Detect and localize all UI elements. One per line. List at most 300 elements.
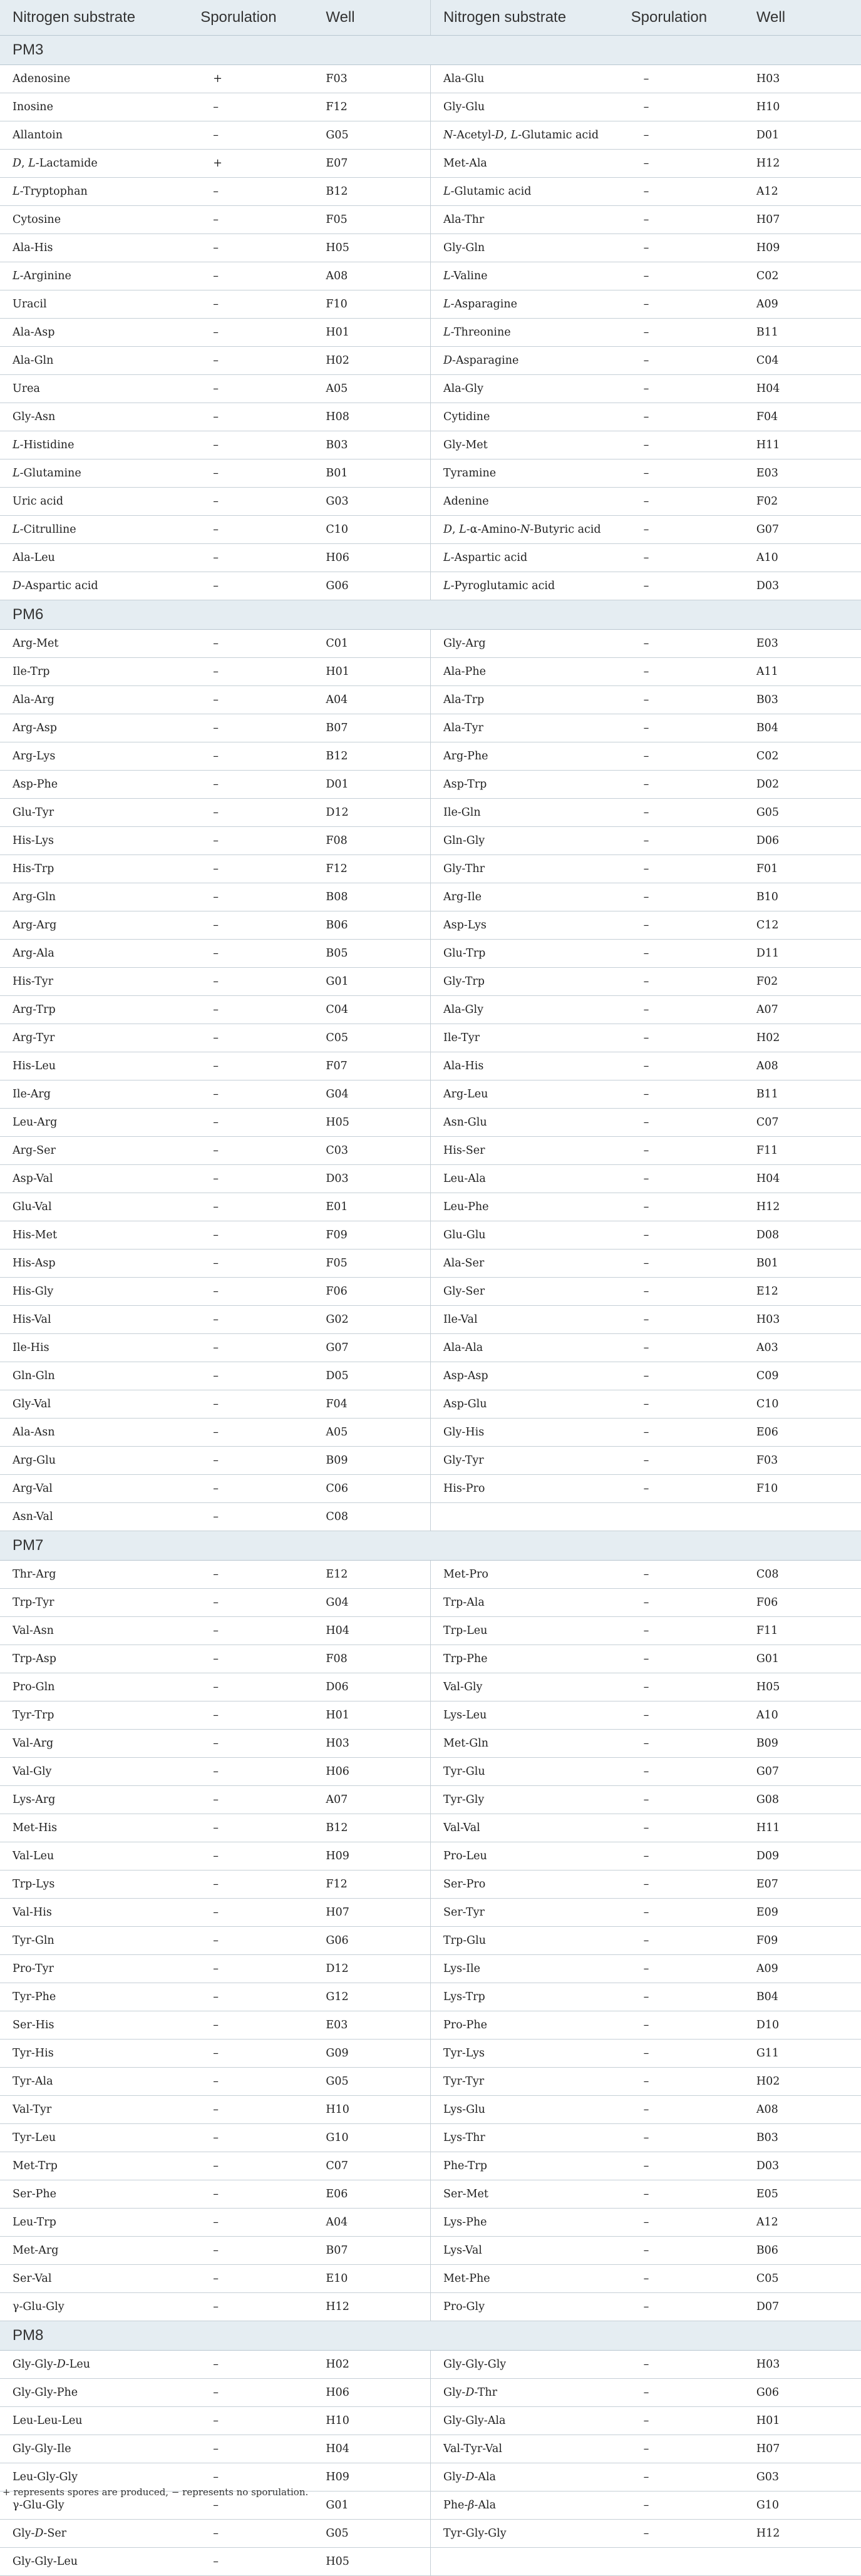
substrate-cell: Ala-Trp	[430, 686, 618, 714]
sporulation-cell: –	[188, 459, 313, 488]
well-cell: H01	[313, 319, 430, 347]
well-cell: C04	[313, 996, 430, 1024]
substrate-cell: Gly-Gly-D-Leu	[0, 2351, 188, 2379]
substrate-cell: L-Glutamic acid	[430, 178, 618, 206]
well-cell: E10	[313, 2265, 430, 2293]
well-cell: H01	[313, 658, 430, 686]
substrate-cell: Gly-Trp	[430, 968, 618, 996]
sporulation-cell: –	[619, 516, 744, 544]
substrate-cell: L-Tryptophan	[0, 178, 188, 206]
well-cell: F09	[744, 1927, 861, 1955]
sporulation-cell: –	[188, 2351, 313, 2379]
well-cell: H03	[744, 65, 861, 93]
sporulation-cell: –	[188, 121, 313, 150]
sporulation-cell: –	[188, 1701, 313, 1730]
well-cell: G04	[313, 1589, 430, 1617]
substrate-cell: His-Met	[0, 1221, 188, 1250]
well-cell: B11	[744, 319, 861, 347]
sporulation-cell: –	[619, 1362, 744, 1390]
table-row	[0, 1362, 861, 1390]
well-cell: C10	[313, 516, 430, 544]
substrate-cell: Ala-His	[0, 234, 188, 262]
substrate-cell: Arg-Leu	[430, 1080, 618, 1109]
substrate-cell: Gly-Gly-Phe	[0, 2379, 188, 2407]
substrate-cell: Trp-Glu	[430, 1927, 618, 1955]
well-cell: H11	[744, 1814, 861, 1842]
well-cell: H03	[313, 1730, 430, 1758]
substrate-cell: Ala-Thr	[430, 206, 618, 234]
table-row	[0, 2351, 861, 2379]
well-cell: F06	[313, 1278, 430, 1306]
sporulation-cell: –	[188, 1250, 313, 1278]
substrate-cell: Val-Asn	[0, 1617, 188, 1645]
sporulation-cell: –	[619, 1561, 744, 1589]
sporulation-cell: –	[188, 431, 313, 459]
sporulation-cell: –	[619, 1109, 744, 1137]
substrate-cell: Gly-Asn	[0, 403, 188, 431]
substrate-cell: Lys-Trp	[430, 1983, 618, 2011]
well-cell: B06	[744, 2237, 861, 2265]
table-row	[0, 1221, 861, 1250]
sporulation-cell: –	[619, 1673, 744, 1701]
substrate-cell: Arg-Ala	[0, 940, 188, 968]
well-cell: B03	[744, 686, 861, 714]
substrate-cell: Cytosine	[0, 206, 188, 234]
substrate-cell: Arg-Ser	[0, 1137, 188, 1165]
table-row	[0, 714, 861, 742]
substrate-cell: Gly-Val	[0, 1390, 188, 1419]
substrate-cell: Thr-Arg	[0, 1561, 188, 1589]
sporulation-cell: –	[619, 1589, 744, 1617]
sporulation-cell: –	[188, 940, 313, 968]
sporulation-cell: –	[188, 2293, 313, 2321]
sporulation-cell: –	[188, 2124, 313, 2152]
sporulation-cell: –	[619, 996, 744, 1024]
substrate-cell: Pro-Gln	[0, 1673, 188, 1701]
substrate-cell: Ala-Glu	[430, 65, 618, 93]
sporulation-cell: –	[619, 1955, 744, 1983]
well-cell: A07	[313, 1786, 430, 1814]
well-cell: B01	[313, 459, 430, 488]
well-cell: A10	[744, 544, 861, 572]
substrate-cell: L-Asparagine	[430, 290, 618, 319]
substrate-cell: Ala-Gly	[430, 996, 618, 1024]
table-body	[0, 36, 861, 2576]
substrate-cell: L-Histidine	[0, 431, 188, 459]
well-cell: H05	[313, 2548, 430, 2576]
substrate-cell: Ala-Asn	[0, 1419, 188, 1447]
sporulation-cell: –	[188, 2209, 313, 2237]
well-cell: B03	[744, 2124, 861, 2152]
sporulation-cell: –	[619, 431, 744, 459]
well-cell: G01	[744, 1645, 861, 1673]
well-cell: H10	[744, 93, 861, 121]
header-substrate: Nitrogen substrate	[0, 0, 188, 36]
sporulation-cell: –	[188, 1503, 313, 1531]
sporulation-cell: –	[188, 658, 313, 686]
substrate-cell: Trp-Phe	[430, 1645, 618, 1673]
well-cell: H12	[744, 1193, 861, 1221]
substrate-cell: His-Tyr	[0, 968, 188, 996]
header-sporulation: Sporulation	[619, 0, 744, 36]
sporulation-cell: –	[619, 2379, 744, 2407]
substrate-cell: D-Aspartic acid	[0, 572, 188, 600]
sporulation-cell: –	[188, 1278, 313, 1306]
section-row-pm7	[0, 1531, 861, 1561]
table-row	[0, 1447, 861, 1475]
well-cell: H01	[313, 1701, 430, 1730]
substrate-cell: Arg-Asp	[0, 714, 188, 742]
well-cell: E12	[313, 1561, 430, 1589]
substrate-cell: Glu-Glu	[430, 1221, 618, 1250]
sporulation-cell: –	[188, 206, 313, 234]
substrate-cell: Pro-Leu	[430, 1842, 618, 1870]
substrate-cell: Trp-Asp	[0, 1645, 188, 1673]
table-row	[0, 2548, 861, 2576]
sporulation-cell: –	[188, 1983, 313, 2011]
substrate-cell: Ile-Trp	[0, 658, 188, 686]
substrate-cell: Val-His	[0, 1899, 188, 1927]
well-cell: H12	[744, 150, 861, 178]
well-cell: G08	[744, 1786, 861, 1814]
substrate-cell: Tyr-Phe	[0, 1983, 188, 2011]
well-cell: B03	[313, 431, 430, 459]
substrate-cell: Tyr-Leu	[0, 2124, 188, 2152]
sporulation-cell: –	[619, 150, 744, 178]
sporulation-cell: –	[619, 2265, 744, 2293]
sporulation-cell: –	[619, 1137, 744, 1165]
table-row	[0, 1617, 861, 1645]
table-row	[0, 2040, 861, 2068]
sporulation-cell: –	[619, 1193, 744, 1221]
sporulation-cell: –	[619, 459, 744, 488]
well-cell: F02	[744, 968, 861, 996]
table-row	[0, 1645, 861, 1673]
well-cell: B01	[744, 1250, 861, 1278]
substrate-cell: Ser-Phe	[0, 2180, 188, 2209]
well-cell: B12	[313, 178, 430, 206]
header-well: Well	[744, 0, 861, 36]
table-row	[0, 150, 861, 178]
substrate-cell: Ala-Arg	[0, 686, 188, 714]
substrate-cell: Val-Tyr	[0, 2096, 188, 2124]
substrate-cell: Uracil	[0, 290, 188, 319]
well-cell: H09	[313, 2463, 430, 2491]
sporulation-cell: –	[188, 290, 313, 319]
table-row	[0, 686, 861, 714]
sporulation-cell: –	[188, 1390, 313, 1419]
sporulation-cell: –	[188, 968, 313, 996]
well-cell: B12	[313, 1814, 430, 1842]
table-row	[0, 572, 861, 600]
substrate-cell: Met-Trp	[0, 2152, 188, 2180]
well-cell: D01	[313, 771, 430, 799]
sporulation-cell: –	[188, 2463, 313, 2491]
substrate-cell: Gln-Gly	[430, 827, 618, 855]
substrate-cell: Arg-Lys	[0, 742, 188, 771]
substrate-cell: Allantoin	[0, 121, 188, 150]
sporulation-cell: –	[619, 1617, 744, 1645]
substrate-cell: Ala-Ala	[430, 1334, 618, 1362]
sporulation-cell: –	[188, 1589, 313, 1617]
well-cell: G10	[744, 2491, 861, 2520]
substrate-cell: Ser-Met	[430, 2180, 618, 2209]
well-cell: F12	[313, 93, 430, 121]
well-cell: B09	[313, 1447, 430, 1475]
table-row	[0, 2407, 861, 2435]
substrate-cell: Tyr-Gly-Gly	[430, 2520, 618, 2548]
well-cell: C07	[313, 2152, 430, 2180]
well-cell: F12	[313, 855, 430, 883]
well-cell: A08	[744, 1052, 861, 1080]
table-row	[0, 771, 861, 799]
substrate-cell: Leu-Trp	[0, 2209, 188, 2237]
substrate-cell: Met-Ala	[430, 150, 618, 178]
sporulation-cell: –	[188, 1842, 313, 1870]
sporulation-cell: –	[188, 2435, 313, 2463]
sporulation-cell: –	[188, 1475, 313, 1503]
sporulation-cell: –	[619, 799, 744, 827]
section-title: PM3	[0, 36, 861, 65]
well-cell: F01	[744, 855, 861, 883]
well-cell: E12	[744, 1278, 861, 1306]
sporulation-cell: –	[619, 2040, 744, 2068]
sporulation-cell: –	[188, 1052, 313, 1080]
well-cell: C04	[744, 347, 861, 375]
well-cell: G07	[744, 1758, 861, 1786]
substrate-cell: Asn-Val	[0, 1503, 188, 1531]
substrate-cell: Tyr-Trp	[0, 1701, 188, 1730]
sporulation-cell: –	[188, 375, 313, 403]
sporulation-cell: –	[188, 630, 313, 658]
substrate-cell: His-Leu	[0, 1052, 188, 1080]
well-cell: H07	[313, 1899, 430, 1927]
well-cell: C07	[744, 1109, 861, 1137]
well-cell: D03	[313, 1165, 430, 1193]
table-row	[0, 1278, 861, 1306]
substrate-cell: Cytidine	[430, 403, 618, 431]
sporulation-cell: –	[619, 940, 744, 968]
table-row	[0, 375, 861, 403]
well-cell: C03	[313, 1137, 430, 1165]
substrate-cell: γ-Glu-Gly	[0, 2293, 188, 2321]
substrate-cell: Trp-Lys	[0, 1870, 188, 1899]
table-row	[0, 1193, 861, 1221]
table-row	[0, 1673, 861, 1701]
sporulation-cell: –	[619, 827, 744, 855]
well-cell: D03	[744, 2152, 861, 2180]
sporulation-cell: –	[619, 375, 744, 403]
table-row	[0, 347, 861, 375]
table-row	[0, 2293, 861, 2321]
substrate-cell: Adenosine	[0, 65, 188, 93]
sporulation-cell: –	[188, 1193, 313, 1221]
sporulation-cell: –	[188, 544, 313, 572]
substrate-cell: Ala-Ser	[430, 1250, 618, 1278]
section-row-pm3	[0, 36, 861, 65]
sporulation-cell: –	[619, 1334, 744, 1362]
substrate-cell: Arg-Glu	[0, 1447, 188, 1475]
sporulation-cell: –	[619, 290, 744, 319]
substrate-cell: D, L-Lactamide	[0, 150, 188, 178]
substrate-cell: Asp-Lys	[430, 911, 618, 940]
sporulation-cell: –	[619, 347, 744, 375]
table-row	[0, 658, 861, 686]
substrate-cell: Lys-Ile	[430, 1955, 618, 1983]
table-row	[0, 2011, 861, 2040]
well-cell: F04	[313, 1390, 430, 1419]
substrate-cell: Gln-Gln	[0, 1362, 188, 1390]
sporulation-cell: –	[188, 1137, 313, 1165]
sporulation-cell: –	[188, 2011, 313, 2040]
well-cell: E01	[313, 1193, 430, 1221]
substrate-cell: His-Ser	[430, 1137, 618, 1165]
section-row-pm8	[0, 2321, 861, 2351]
table-row	[0, 1390, 861, 1419]
table-row	[0, 459, 861, 488]
substrate-cell: D-Asparagine	[430, 347, 618, 375]
table-row	[0, 1561, 861, 1589]
sporulation-cell: –	[188, 1306, 313, 1334]
sporulation-cell: –	[188, 1617, 313, 1645]
well-cell: B06	[313, 911, 430, 940]
table-row	[0, 1786, 861, 1814]
well-cell: B07	[313, 714, 430, 742]
sporulation-cell: –	[619, 2463, 744, 2491]
substrate-cell: Pro-Phe	[430, 2011, 618, 2040]
well-cell: H04	[744, 375, 861, 403]
sporulation-cell: –	[619, 658, 744, 686]
sporulation-cell: –	[619, 206, 744, 234]
substrate-cell: Gly-D-Thr	[430, 2379, 618, 2407]
substrate-cell: Gly-Ser	[430, 1278, 618, 1306]
substrate-cell: Gly-Gly-Gly	[430, 2351, 618, 2379]
sporulation-cell: –	[619, 1842, 744, 1870]
table-row	[0, 1701, 861, 1730]
sporulation-cell: –	[188, 1221, 313, 1250]
sporulation-cell: –	[619, 2351, 744, 2379]
table-header-row	[0, 0, 861, 36]
sporulation-cell: –	[619, 234, 744, 262]
table-row	[0, 2124, 861, 2152]
well-cell: H06	[313, 1758, 430, 1786]
substrate-cell: Phe-β-Ala	[430, 2491, 618, 2520]
well-cell: G04	[313, 1080, 430, 1109]
sporulation-cell: –	[188, 516, 313, 544]
substrate-cell: L-Pyroglutamic acid	[430, 572, 618, 600]
substrate-cell: Arg-Tyr	[0, 1024, 188, 1052]
substrate-cell: Asp-Val	[0, 1165, 188, 1193]
well-cell: G11	[744, 2040, 861, 2068]
table-row	[0, 403, 861, 431]
sporulation-cell: –	[188, 2152, 313, 2180]
table-row	[0, 742, 861, 771]
sporulation-cell: –	[619, 630, 744, 658]
well-cell: E05	[744, 2180, 861, 2209]
sporulation-cell: –	[619, 855, 744, 883]
table-row	[0, 516, 861, 544]
well-cell: G01	[313, 2491, 430, 2520]
well-cell	[744, 1503, 861, 1531]
well-cell: H09	[313, 1842, 430, 1870]
sporulation-cell: –	[619, 319, 744, 347]
table-row	[0, 121, 861, 150]
well-cell: G06	[313, 572, 430, 600]
table-row	[0, 1109, 861, 1137]
table-row	[0, 1955, 861, 1983]
sporulation-cell: –	[619, 2407, 744, 2435]
table-row	[0, 2096, 861, 2124]
well-cell: H05	[313, 234, 430, 262]
well-cell: G10	[313, 2124, 430, 2152]
well-cell: H09	[744, 234, 861, 262]
well-cell: F03	[313, 65, 430, 93]
substrate-cell: γ-Glu-Gly	[0, 2491, 188, 2520]
table-row	[0, 2068, 861, 2096]
sporulation-cell: –	[619, 1080, 744, 1109]
well-cell: F04	[744, 403, 861, 431]
substrate-cell: Arg-Phe	[430, 742, 618, 771]
well-cell: G03	[744, 2463, 861, 2491]
substrate-cell: Ala-Gln	[0, 347, 188, 375]
table-row	[0, 1080, 861, 1109]
well-cell: B07	[313, 2237, 430, 2265]
sporulation-cell: –	[619, 1165, 744, 1193]
well-cell: D09	[744, 1842, 861, 1870]
table-row	[0, 2237, 861, 2265]
well-cell: D08	[744, 1221, 861, 1250]
substrate-cell: N-Acetyl-D, L-Glutamic acid	[430, 121, 618, 150]
well-cell: F10	[744, 1475, 861, 1503]
sporulation-cell: –	[619, 121, 744, 150]
substrate-cell: Ala-Asp	[0, 319, 188, 347]
sporulation-cell: –	[619, 65, 744, 93]
sporulation-cell: –	[188, 1165, 313, 1193]
sporulation-cell: –	[188, 2096, 313, 2124]
table-row	[0, 1589, 861, 1617]
substrate-cell: Arg-Val	[0, 1475, 188, 1503]
well-cell: B08	[313, 883, 430, 911]
sporulation-cell: –	[188, 1334, 313, 1362]
well-cell: G07	[744, 516, 861, 544]
sporulation-cell: –	[619, 178, 744, 206]
well-cell: D06	[313, 1673, 430, 1701]
well-cell: C02	[744, 262, 861, 290]
substrate-cell: Ala-Gly	[430, 375, 618, 403]
substrate-cell: Glu-Trp	[430, 940, 618, 968]
sporulation-cell: –	[619, 1447, 744, 1475]
substrate-cell: Ala-Leu	[0, 544, 188, 572]
sporulation-cell: –	[619, 1814, 744, 1842]
sporulation-cell: –	[619, 1475, 744, 1503]
table-row	[0, 1758, 861, 1786]
well-cell: C05	[744, 2265, 861, 2293]
sporulation-cell	[619, 1503, 744, 1531]
substrate-cell: Leu-Phe	[430, 1193, 618, 1221]
sporulation-cell: –	[188, 319, 313, 347]
table-row	[0, 234, 861, 262]
sporulation-cell: –	[188, 1447, 313, 1475]
substrate-cell: L-Valine	[430, 262, 618, 290]
well-cell: G12	[313, 1983, 430, 2011]
sporulation-cell: –	[188, 1927, 313, 1955]
sporulation-cell: –	[188, 93, 313, 121]
table-row	[0, 1306, 861, 1334]
well-cell: B09	[744, 1730, 861, 1758]
substrate-cell: Ser-Pro	[430, 1870, 618, 1899]
substrate-cell: Trp-Ala	[430, 1589, 618, 1617]
well-cell: F11	[744, 1137, 861, 1165]
